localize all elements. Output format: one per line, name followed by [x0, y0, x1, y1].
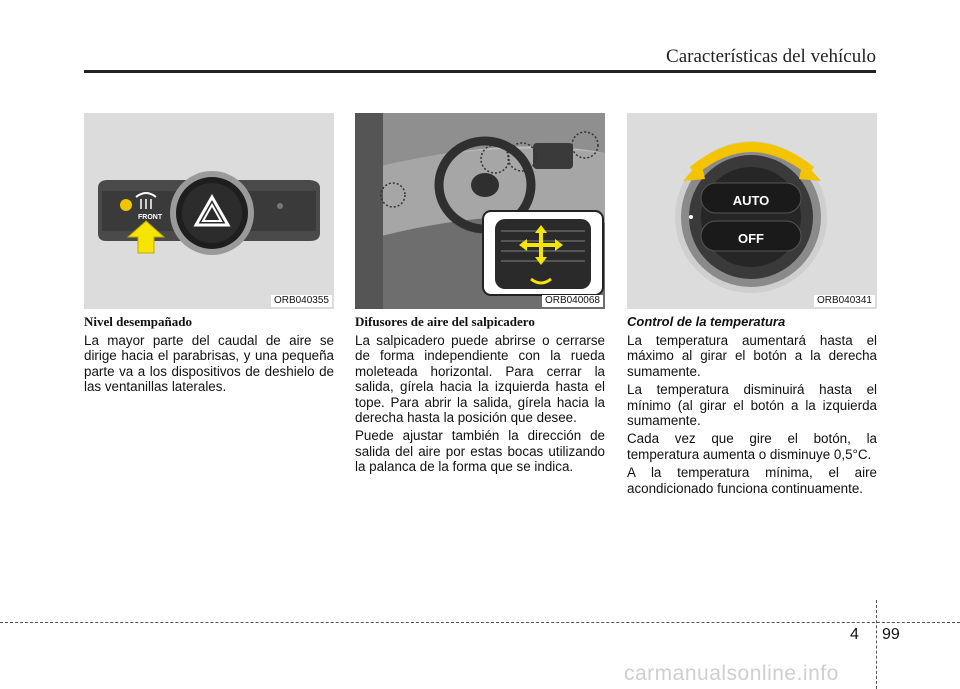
section-title: Nivel desempañado	[84, 314, 192, 329]
page-number: 99	[882, 626, 900, 643]
column-defrost	[84, 113, 334, 395]
paragraph: A la temperatura mínima, el aire acondicionado funciona continuamente.	[627, 465, 877, 496]
figure-code: ORB040355	[271, 295, 332, 307]
section-title: Control de la temperatura	[627, 314, 786, 329]
paragraph: Cada vez que gire el botón, la temperatura aumenta o disminuye 0,5°C.	[627, 431, 877, 462]
page-header-title: Características del vehículo	[666, 46, 876, 67]
paragraph: La temperatura disminuirá hasta el mínimo (al girar el botón a la izquierda sumamente.	[627, 382, 877, 429]
paragraph: La temperatura aumentará hasta el máximo al girar el botón a la derecha sumamente.	[627, 333, 877, 379]
figure-code: ORB040068	[542, 295, 603, 307]
temperature-knob-illustration	[627, 113, 877, 309]
figure-defrost-switch	[84, 113, 334, 309]
paragraph: Puede ajustar también la dirección de salida del aire por estas bocas utilizando la palanca de la forma que se indica.	[355, 428, 605, 475]
chapter-number: 4	[850, 626, 859, 643]
auto-button-label: AUTO	[732, 193, 770, 208]
figure-dashboard-vents	[355, 113, 605, 309]
footer-divider	[876, 600, 877, 689]
defrost-switch-illustration	[84, 113, 334, 309]
front-label: FRONT	[138, 214, 163, 221]
watermark: carmanualsonline.info	[624, 662, 839, 685]
paragraph: La salpicadero puede abrirse o cerrarse de forma independiente con la rueda moleteada horizontal. Para cerrar la salida, gírela hacia la izquierda hasta el tope. Para abrir la salida, gírela hacia la derecha hasta la posición que desee.	[355, 333, 605, 426]
column-temperature	[627, 113, 877, 496]
figure-temperature-knob	[627, 113, 877, 309]
paragraph: La mayor parte del caudal de aire se dirige hacia el parabrisas, y una pequeña parte va a los dispositivos de deshielo de las ventanillas laterales.	[84, 333, 334, 395]
off-button-label: OFF	[738, 231, 764, 246]
dashboard-illustration	[355, 113, 605, 309]
column-dashboard-vents	[355, 113, 605, 475]
footer-rule	[0, 622, 960, 623]
figure-code: ORB040341	[814, 295, 875, 307]
header-rule	[84, 70, 876, 73]
section-title: Difusores de aire del salpicadero	[355, 314, 535, 329]
